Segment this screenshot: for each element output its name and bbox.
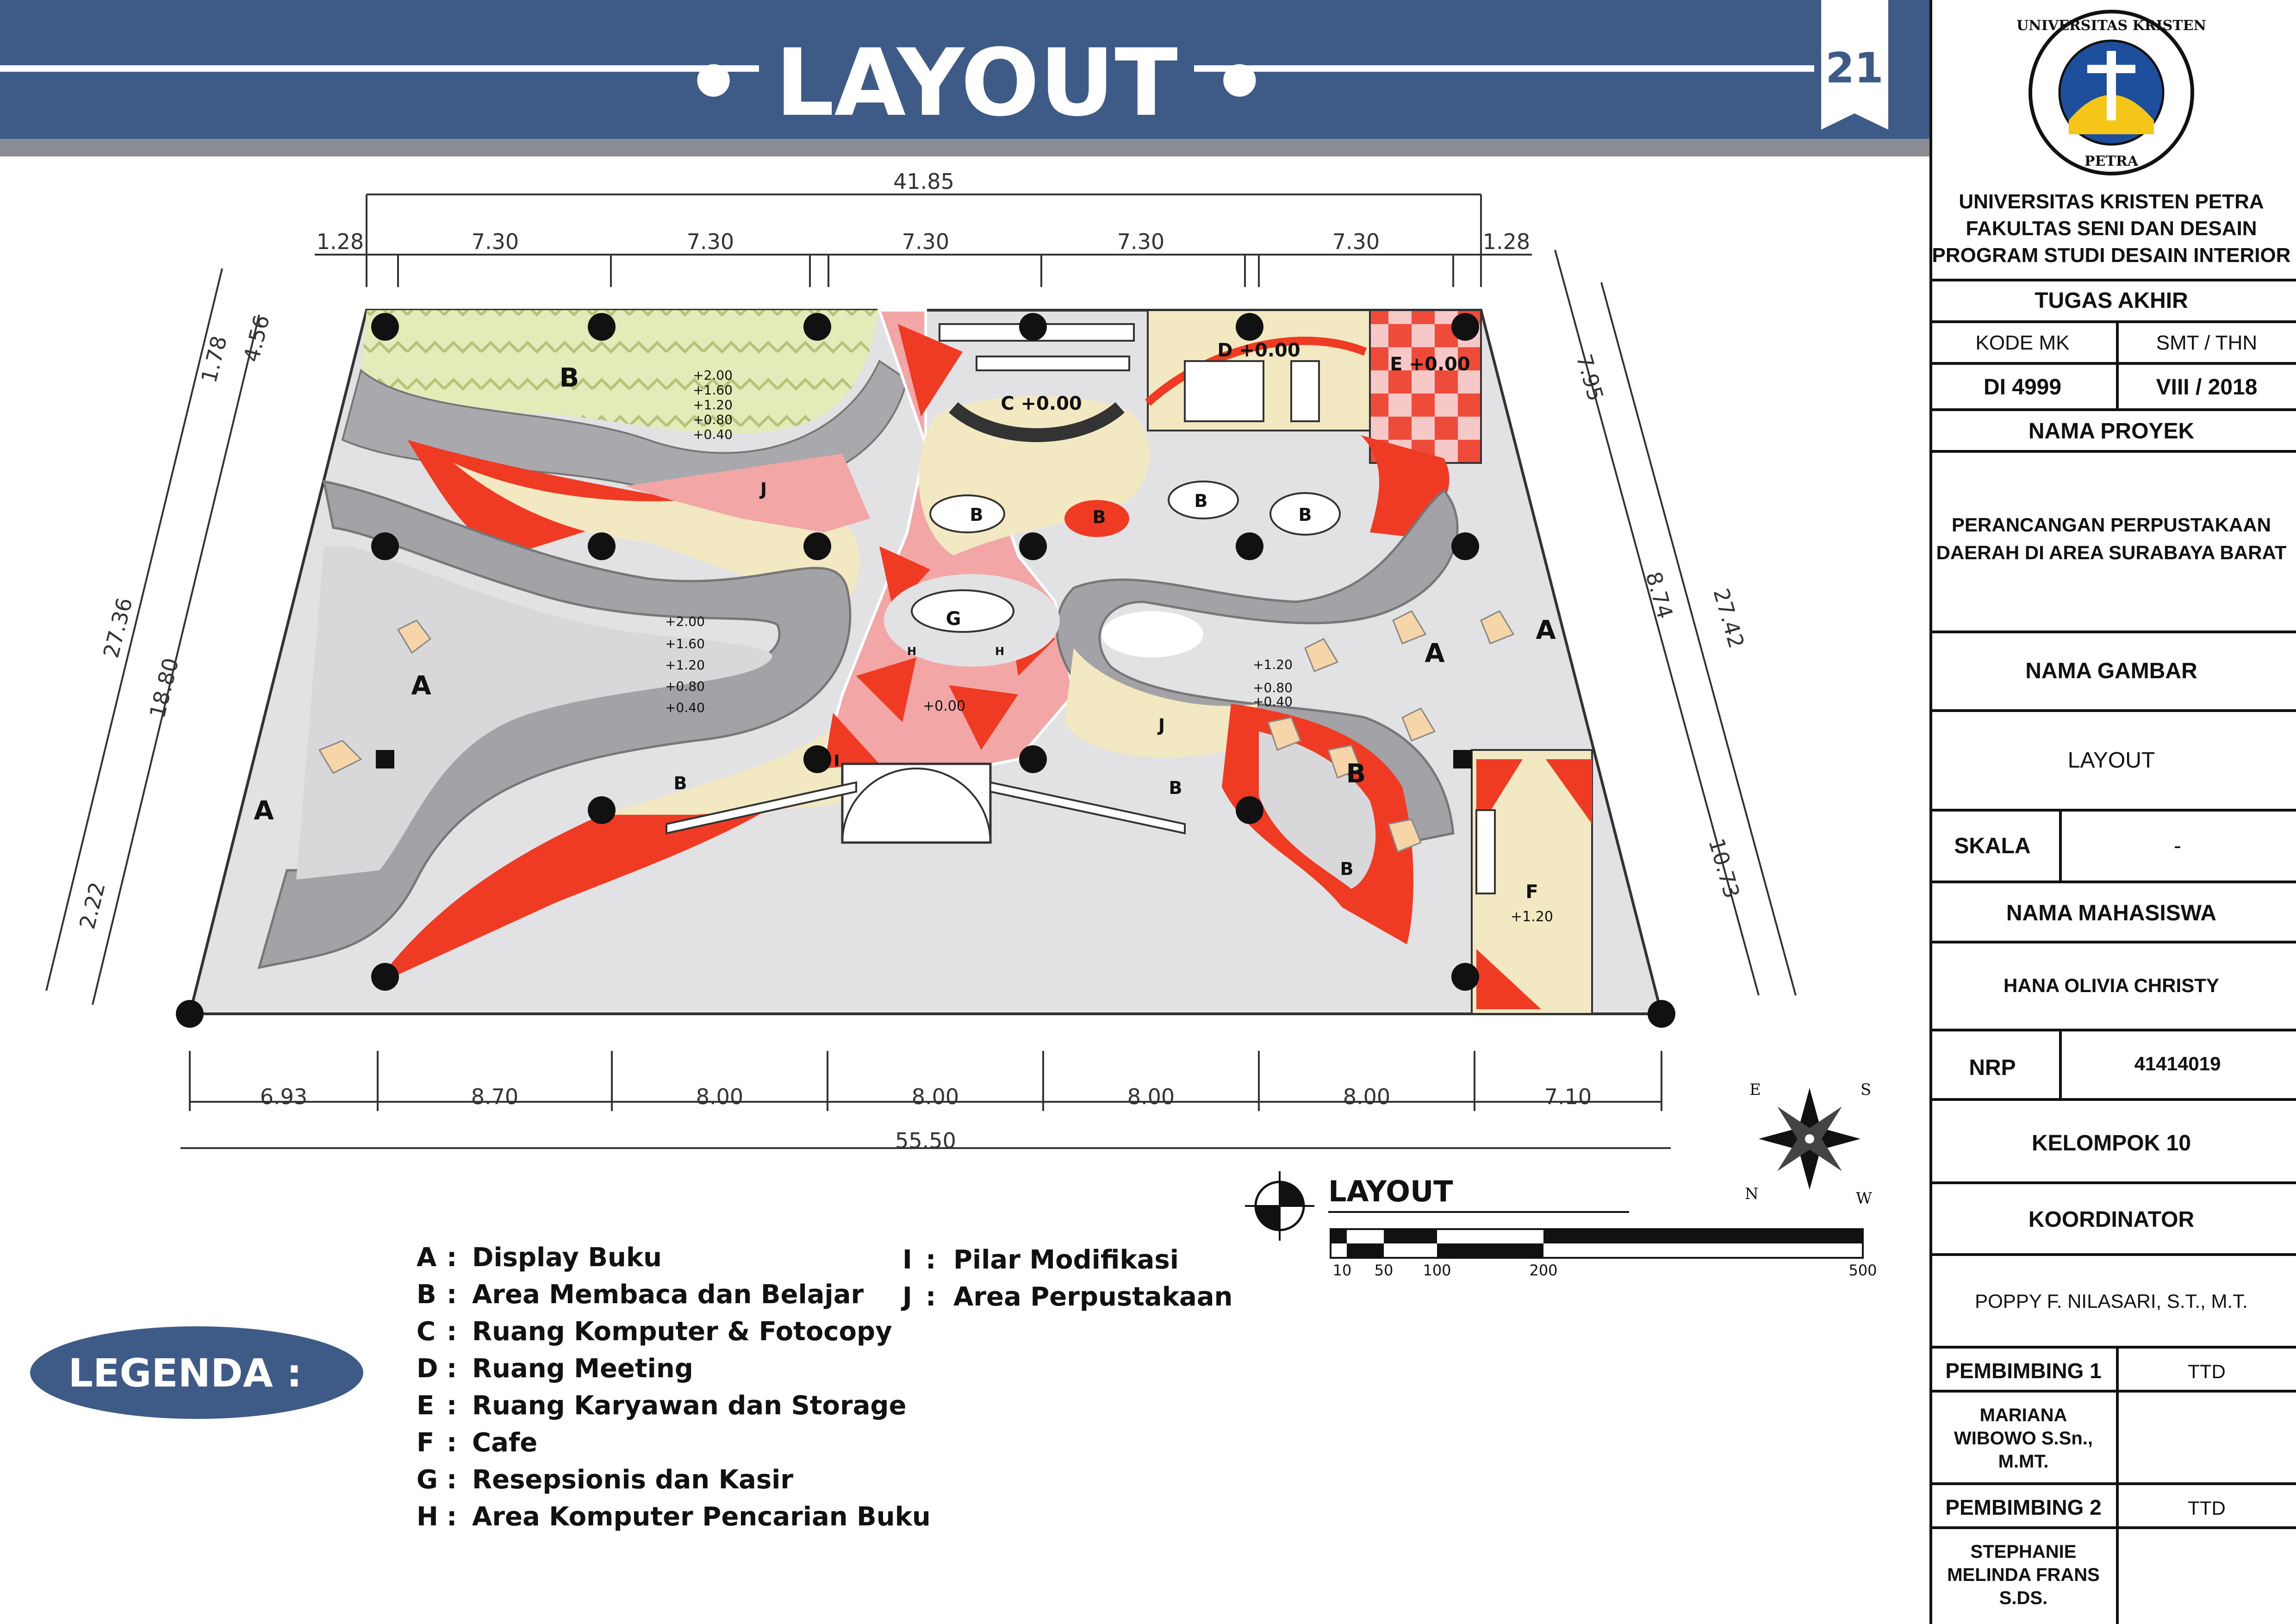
zone-label-h-2: H [995,645,1005,658]
zone-label-b-bottom-right: B [1169,778,1182,798]
legend-sep-a: : [447,1243,457,1273]
zone-label-a-right: A [1425,638,1445,668]
zone-label-b-center-1: B [970,505,983,525]
zone-label-i: I [834,752,840,770]
dim-left-inner-3: 2.22 [74,879,111,932]
pembimbing-1-label: PEMBIMBING 1 [1945,1359,2102,1383]
dim-top-4: 7.30 [1117,229,1165,254]
level-middle-3: +0.80 [665,679,705,694]
level-top-2: +1.20 [693,397,733,412]
dim-left-inner-2: 18.80 [144,655,184,721]
zone-d-cabinet [1291,361,1319,421]
dim-top-total: 41.85 [893,169,954,194]
floor-plan [176,310,1675,1028]
header [0,0,1930,156]
zone-label-e: E +0.00 [1390,354,1470,375]
university-logo [2016,12,2206,174]
scale-bar-title: LAYOUT [1328,1174,1453,1208]
legend-key-d: D [417,1354,438,1384]
dim-top-2: 7.30 [686,229,734,254]
legend-sep-e: : [447,1391,457,1421]
level-middle-0: +2.00 [665,614,705,629]
dim-top-5: 7.30 [1332,229,1380,254]
legend [30,1243,1232,1532]
level-middle-2: +1.20 [665,657,705,673]
scale-label-50: 50 [1374,1262,1394,1279]
compass-e: E [1749,1081,1761,1099]
dim-bottom-1: 8.70 [471,1084,519,1109]
zone-label-c: C +0.00 [1001,393,1082,414]
nama-proyek-label: NAMA PROYEK [2028,419,2195,443]
legend-sep-g: : [447,1465,457,1495]
zone-label-b-center-3: B [1194,491,1208,511]
dim-left-outer: 27.36 [98,595,137,661]
zone-label-f: F [1525,881,1538,903]
nama-gambar-value: LAYOUT [2067,748,2155,773]
university-name: UNIVERSITAS KRISTEN PETRA [1959,190,2264,213]
pembimbing-2-line-2: MELINDA FRANS [1947,1565,2100,1585]
legend-sep-b: : [447,1280,457,1310]
zone-label-f-level: +1.20 [1511,909,1553,925]
page-title: • LAYOUT • [684,29,1269,137]
ttd-2-label: TTD [2188,1497,2226,1519]
dim-right-inner-1: 8.74 [1641,568,1678,622]
pembimbing-2-label: PEMBIMBING 2 [1945,1495,2102,1519]
level-top-1: +1.60 [693,382,733,398]
zone-label-d: D +0.00 [1217,340,1300,361]
scale-label-10: 10 [1332,1262,1352,1279]
legend-key-g: G [417,1465,438,1495]
legend-key-f: F [417,1428,435,1458]
legend-key-j: J [902,1282,912,1312]
nama-mahasiswa-label: NAMA MAHASISWA [2006,901,2217,925]
dim-right-inner-2: 10.73 [1704,835,1745,901]
zone-label-b-center-4: B [1298,505,1312,525]
nama-proyek-line-2: DAERAH DI AREA SURABAYA BARAT [1936,542,2287,563]
legend-sep-h: : [447,1502,457,1532]
zone-label-b-center-2: B [1092,507,1106,527]
scale-bar [1245,1171,1877,1279]
zone-label-a-right-edge: A [1536,615,1556,645]
legend-key-c: C [417,1317,436,1347]
zone-label-b-top: B [559,363,579,393]
legend-key-i: I [902,1245,912,1275]
level-right-1: +0.80 [1253,680,1293,695]
dim-bottom-2: 8.00 [696,1084,744,1109]
scale-label-100: 100 [1423,1262,1451,1279]
nama-proyek-line-1: PERANCANGAN PERPUSTAKAAN [1952,514,2271,536]
pembimbing-1-line-1: MARIANA [1979,1405,2067,1425]
zone-label-a-left-edge: A [254,796,274,826]
dim-left-inner-1: 4.56 [238,312,275,365]
zone-label-b-bottom-left: B [673,773,687,793]
dim-top-0: 1.28 [316,229,364,254]
zone-label-g: G [946,608,961,630]
dim-right-outer: 27.42 [1708,585,1749,651]
kode-mk-label: KODE MK [1975,331,2070,354]
legend-text-c: Ruang Komputer & Fotocopy [472,1317,892,1347]
title-block [1931,0,2296,1624]
zone-d-table [1185,361,1263,421]
legend-text-h: Area Komputer Pencarian Buku [472,1502,931,1532]
pembimbing-2-line-3: S.DS. [1999,1588,2048,1608]
level-middle-1: +1.60 [665,636,705,651]
dim-bottom-5: 8.00 [1343,1084,1391,1109]
dim-top-1: 7.30 [471,229,519,254]
nrp-value: 41414019 [2134,1053,2221,1074]
legend-text-g: Resepsionis dan Kasir [472,1465,793,1495]
legend-text-b: Area Membaca dan Belajar [472,1280,864,1310]
dim-right-inner-0: 7.95 [1571,351,1609,404]
pembimbing-1-line-2: WIBOWO S.Sn., [1954,1428,2093,1449]
legend-text-f: Cafe [472,1428,538,1458]
skala-label: SKALA [1954,834,2031,858]
zone-label-j-bottom: J [1158,715,1165,736]
dim-bottom-6: 7.10 [1544,1084,1592,1109]
legend-sep-d: : [447,1354,457,1384]
level-top-4: +0.40 [693,427,733,442]
pembimbing-1-line-3: M.MT. [1998,1451,2049,1472]
zone-label-b-right-small: B [1340,859,1354,879]
compass-rose [1745,1081,1872,1208]
compass-s: S [1860,1081,1872,1099]
koordinator-value: POPPY F. NILASARI, S.T., M.T. [1975,1290,2248,1312]
zone-label-b-right: B [1346,759,1366,789]
dim-top-6: 1.28 [1482,229,1531,254]
scale-label-500: 500 [1848,1262,1877,1279]
koordinator-label: KOORDINATOR [2028,1207,2195,1232]
skala-value: - [2174,834,2181,858]
zone-label-a-left: A [411,671,431,701]
legend-key-b: B [417,1280,436,1310]
smt-thn-label: SMT / THN [2156,331,2258,354]
legend-text-i: Pilar Modifikasi [953,1245,1179,1275]
level-middle-4: +0.40 [665,700,705,715]
legend-badge-text: LEGENDA : [68,1350,302,1396]
dim-bottom-4: 8.00 [1127,1084,1175,1109]
scale-label-200: 200 [1529,1262,1558,1279]
level-right-0: +1.20 [1253,657,1293,672]
dim-bottom-total: 55.50 [895,1128,956,1153]
logo-text-top: UNIVERSITAS KRISTEN [2016,18,2206,34]
compass-n: N [1745,1185,1759,1203]
dim-top-3: 7.30 [902,229,950,254]
legend-text-a: Display Buku [472,1243,662,1273]
dim-bottom-0: 6.93 [260,1084,308,1109]
nrp-label: NRP [1969,1056,2016,1080]
logo-text-bottom: PETRA [2084,153,2138,169]
zone-label-center-level: +0.00 [923,698,965,714]
zone-label-j-top: J [760,479,767,500]
smt-thn-value: VIII / 2018 [2156,375,2258,400]
legend-sep-j: : [926,1282,936,1312]
program-name: PROGRAM STUDI DESAIN INTERIOR [1932,244,2291,267]
legend-text-e: Ruang Karyawan dan Storage [472,1391,907,1421]
kelompok-label: KELOMPOK 10 [2031,1131,2191,1156]
legend-sep-c: : [447,1317,457,1347]
island-right [1101,611,1203,657]
legend-key-h: H [417,1502,438,1532]
level-right-2: +0.40 [1253,694,1293,709]
legend-key-a: A [417,1243,437,1273]
dim-left-inner-0: 1.78 [196,333,232,386]
page-number: 21 [1825,44,1884,93]
zone-f-counter [1476,810,1495,893]
main-entrance [842,764,990,843]
level-top-3: +0.80 [693,412,733,427]
faculty-name: FAKULTAS SENI DAN DESAIN [1966,217,2257,240]
nama-gambar-label: NAMA GAMBAR [2025,659,2197,683]
ttd-1-label: TTD [2188,1361,2226,1382]
legend-sep-i: : [926,1245,936,1275]
legend-sep-f: : [447,1428,457,1458]
legend-text-d: Ruang Meeting [472,1354,693,1384]
tugas-akhir-label: TUGAS AKHIR [2035,288,2188,313]
compass-w: W [1856,1189,1872,1208]
legend-key-e: E [417,1391,435,1421]
zone-label-h-1: H [907,645,917,658]
level-top-0: +2.00 [693,368,733,383]
pembimbing-2-line-1: STEPHANIE [1970,1542,2077,1562]
dim-bottom-3: 8.00 [911,1084,959,1109]
nama-mahasiswa-value: HANA OLIVIA CHRISTY [2004,974,2219,996]
legend-text-j: Area Perpustakaan [953,1282,1233,1312]
kode-mk-value: DI 4999 [1983,375,2062,400]
